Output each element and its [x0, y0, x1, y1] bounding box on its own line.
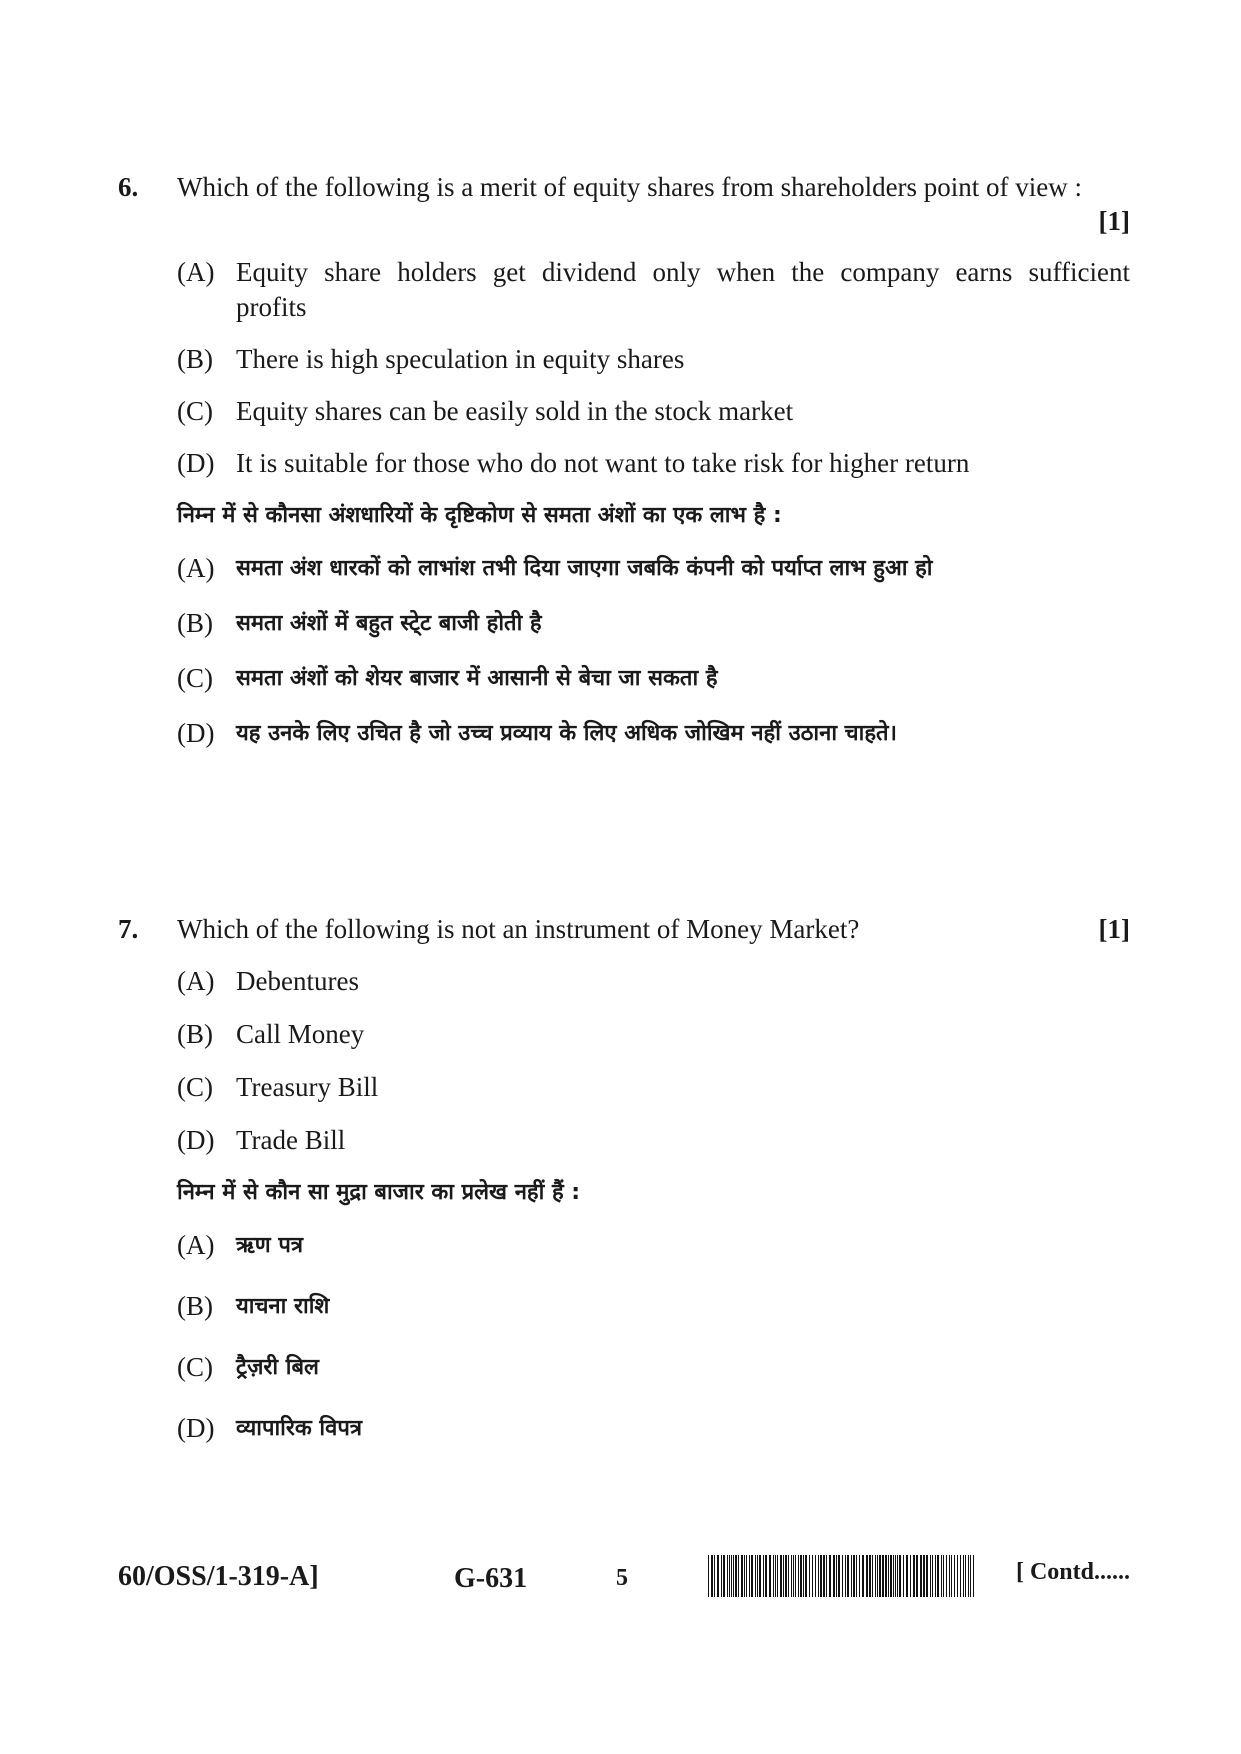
options-hindi — [177, 551, 1130, 751]
options-hindi — [177, 1228, 1130, 1446]
option-text: याचना राशि — [236, 1294, 330, 1319]
option-letter: (D) — [177, 1413, 215, 1443]
hindi-option-c — [177, 661, 1130, 696]
hindi-option-c — [177, 1350, 1130, 1385]
option-d — [177, 446, 1130, 481]
hindi-option-a — [177, 551, 1130, 586]
option-text: Trade Bill — [236, 1125, 346, 1155]
option-letter: (B) — [177, 1291, 213, 1321]
question-text: Which of the following is not an instrument of Money Market? — [177, 914, 860, 944]
option-letter: (C) — [177, 663, 213, 693]
option-text: यह उनके लिए उचित है जो उच्च प्रव्याय के लिए अधिक जोखिम नहीं उठाना चाहते। — [236, 721, 897, 746]
option-letter: (B) — [177, 344, 213, 374]
question-number: 7. — [118, 914, 139, 944]
option-letter: (A) — [177, 1230, 215, 1260]
option-letter: (C) — [177, 1352, 213, 1382]
hindi-option-a — [177, 1228, 1130, 1263]
option-b — [177, 1017, 1130, 1052]
option-a — [177, 255, 1130, 325]
option-text-cont: profits — [236, 292, 307, 322]
option-c — [177, 1070, 1130, 1105]
marks: [1] — [1098, 914, 1130, 944]
question-number: 6. — [118, 172, 139, 202]
option-text: Treasury Bill — [236, 1072, 379, 1102]
hindi-question-text: निम्न में से कौन सा मुद्रा बाजार का प्रलेख नहीं हैं : — [177, 1180, 581, 1205]
question-7 — [118, 912, 1130, 1446]
option-text: There is high speculation in equity shares — [236, 344, 685, 374]
hindi-option-d — [177, 716, 1130, 751]
option-text: Equity shares can be easily sold in the stock market — [236, 396, 794, 426]
option-text: Equity share holders get dividend only when the company earns sufficient — [236, 257, 1130, 287]
option-letter: (C) — [177, 1072, 213, 1102]
option-text: Call Money — [236, 1019, 365, 1049]
option-text: समता अंशों को शेयर बाजार में आसानी से बेचा जा सकता है — [236, 666, 718, 691]
series-code: G-631 — [454, 1563, 528, 1594]
option-a — [177, 964, 1130, 999]
option-text: समता अंशों में बहुत स्टे्ट बाजी होती है — [236, 611, 542, 636]
option-text: ऋण पत्र — [236, 1233, 303, 1258]
question-text: Which of the following is a merit of equity shares from shareholders point of view : — [177, 172, 1083, 202]
option-letter: (D) — [177, 1125, 215, 1155]
option-c — [177, 394, 1130, 429]
option-letter: (B) — [177, 1019, 213, 1049]
page-footer — [118, 1555, 1130, 1605]
option-letter: (D) — [177, 448, 215, 478]
option-letter: (D) — [177, 718, 215, 748]
option-b — [177, 342, 1130, 377]
question-6 — [118, 170, 1130, 751]
option-letter: (A) — [177, 553, 215, 583]
paper-code: 60/OSS/1-319-A] — [118, 1561, 319, 1592]
option-text: व्यापारिक विपत्र — [236, 1416, 362, 1441]
continued-label: [ Contd...... — [1015, 1559, 1130, 1585]
hindi-option-b — [177, 1289, 1130, 1324]
option-text: It is suitable for those who do not want to take risk for higher return — [236, 448, 970, 478]
option-letter: (A) — [177, 966, 215, 996]
option-letter: (A) — [177, 257, 215, 287]
marks: [1] — [1098, 206, 1130, 236]
option-text: Debentures — [236, 966, 359, 996]
hindi-option-b — [177, 606, 1130, 641]
hindi-option-d — [177, 1411, 1130, 1446]
option-d — [177, 1123, 1130, 1158]
options-english — [177, 255, 1130, 481]
page-number: 5 — [616, 1565, 628, 1591]
barcode — [708, 1555, 976, 1597]
option-text: ट्रैज़री बिल — [236, 1355, 319, 1380]
option-text: समता अंश धारकों को लाभांश तभी दिया जाएगा जबकि कंपनी को पर्याप्त लाभ हुआ हो — [236, 556, 933, 581]
option-letter: (B) — [177, 608, 213, 638]
option-letter: (C) — [177, 396, 213, 426]
hindi-question-text: निम्न में से कौनसा अंशधारियों के दृष्टिकोण से समता अंशों का एक लाभ है : — [177, 503, 782, 528]
options-english — [177, 964, 1130, 1158]
